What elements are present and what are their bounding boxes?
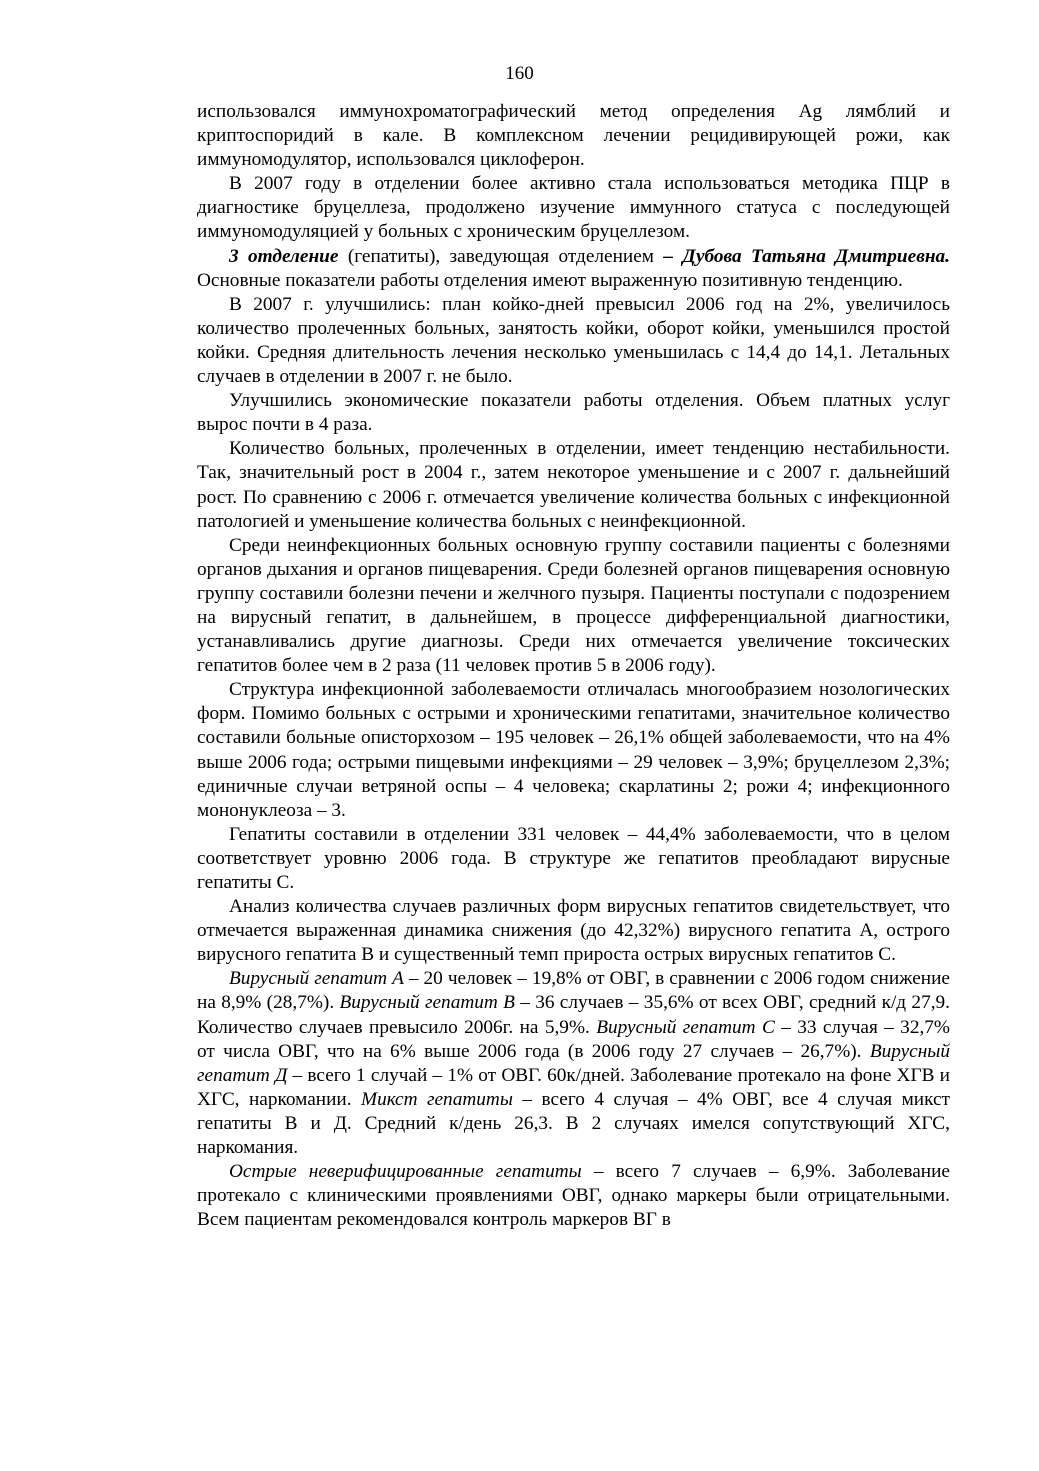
- text-run: Структура инфекционной заболеваемости отличалась многообразием нозологических форм. Помимо больных с острыми и хроническими гепатитами, значительное количество составили больные описторхозом – 195 человек – 26,1% общей заболеваемости, что на 4% выше 2006 года; острыми пищевыми инфекциями – 29 человек – 3,9%; бруцеллезом 2,3%; единичные случаи ветряной оспы – 4 человека; скарлатины 2; рожи 4; инфекционного мононуклеоза – 3.: [197, 679, 950, 821]
- text-run: Улучшились экономические показатели работы отделения. Объем платных услуг вырос почти в 4 раза.: [197, 390, 950, 436]
- text-run: (гепатиты), заведующая отделением: [338, 245, 664, 267]
- text-run: Количество больных, пролеченных в отделении, имеет тенденцию нестабильности. Так, значительный рост в 2004 г., затем некоторое уменьшение и с 2007 г. дальнейший рост. По сравнению с 2006 г. отмечается увеличение количества больных с инфекционной патологией и уменьшение количества больных с неинфекционной.: [197, 438, 950, 532]
- text-run: Среди неинфекционных больных основную группу составили пациенты с болезнями органов дыхания и органов пищеварения. Среди болезней органов пищеварения основную группу составили болезни печени и желчного пузыря. Пациенты поступали с подозрением на вирусный гепатит, в дальнейшем, в процессе дифференциальной диагностики, устанавливались другие диагнозы. Среди них отмечается увеличение токсических гепатитов более чем в 2 раза (11 человек против 5 в 2006 году).: [197, 534, 950, 677]
- paragraph: [197, 293, 950, 389]
- text-run: Анализ количества случаев различных форм вирусных гепатитов свидетельствует, что отмечается выраженная динамика снижения (до 42,32%) вирусного гепатита А, острого вирусного гепатита В и существенный темп прироста острых вирусных гепатитов С.: [197, 896, 950, 966]
- italic-text: Вирусный гепатит А: [229, 968, 404, 990]
- paragraph: [197, 823, 950, 895]
- bold-italic-text: – Дубова Татьяна Дмитриевна.: [663, 245, 950, 267]
- text-run: Основные показатели работы отделения имеют выраженную позитивную тенденцию.: [197, 269, 903, 291]
- paragraph: [197, 172, 950, 244]
- italic-text: Вирусный гепатит В: [339, 992, 515, 1014]
- italic-text: Вирусный гепатит С: [596, 1016, 775, 1038]
- page-number: 160: [505, 63, 534, 84]
- text-run: – 36 случаев – 35,6% от всех ОВГ, средний к/д 27,9. Количество случаев превысило 2006г. на 5,9%.: [197, 992, 950, 1038]
- italic-text: Острые неверифицированные гепатиты: [229, 1161, 582, 1183]
- text-run: – всего 1 случай – 1% от ОВГ. 60к/дней. Заболевание протекало на фоне ХГВ и ХГС, наркомании.: [197, 1064, 950, 1110]
- paragraph: [197, 967, 950, 1160]
- text-run: – 20 человек – 19,8% от ОВГ, в сравнении с 2006 годом снижение на 8,9% (28,7%).: [197, 968, 950, 1014]
- text-run: – всего 4 случая – 4% ОВГ, все 4 случая микст гепатиты В и Д. Средний к/день 26,3. В 2 случаях имелся сопутствующий ХГС, наркомания.: [197, 1088, 950, 1159]
- paragraph: [197, 534, 950, 679]
- body-text: [197, 100, 950, 1232]
- text-run: – 33 случая – 32,7% от числа ОВГ, что на 6% выше 2006 года (в 2006 году 27 случаев – 26,7%).: [197, 1016, 950, 1062]
- italic-text: Микст гепатиты: [361, 1088, 513, 1110]
- text-run: – всего 7 случаев – 6,9%. Заболевание протекало с клиническими проявлениями ОВГ, однако маркеры были отрицательными. Всем пациентам рекомендовался контроль маркеров ВГ в: [197, 1161, 950, 1231]
- paragraph: [197, 437, 950, 533]
- paragraph: [197, 245, 950, 293]
- text-run: В 2007 г. улучшились: план койко-дней превысил 2006 год на 2%, увеличилось количество пролеченных больных, занятость койки, оборот койки, уменьшился простой койки. Средняя длительность лечения несколько уменьшилась с 14,4 до 14,1. Летальных случаев в отделении в 2007 г. не было.: [197, 293, 950, 388]
- paragraph: [197, 895, 950, 967]
- text-run: использовался иммунохроматографический метод определения Ag лямблий и криптоспоридий в кале. В комплексном лечении рецидивирующей рожи, как иммуномодулятор, использовался циклоферон.: [197, 101, 950, 171]
- paragraph: [197, 100, 950, 172]
- paragraph: [197, 678, 950, 823]
- paragraph: [197, 389, 950, 437]
- text-run: В 2007 году в отделении более активно стала использоваться методика ПЦР в диагностике бруцеллеза, продолжено изучение иммунного статуса с последующей иммуномодуляцией у больных с хроническим бруцеллезом.: [197, 173, 950, 243]
- italic-text: Вирусный гепатит Д: [197, 1040, 950, 1086]
- bold-italic-text: 3 отделение: [229, 245, 339, 267]
- paragraph: [197, 1160, 950, 1232]
- text-run: Гепатиты составили в отделении 331 человек – 44,4% заболеваемости, что в целом соответствует уровню 2006 года. В структуре же гепатитов преобладают вирусные гепатиты С.: [197, 823, 950, 893]
